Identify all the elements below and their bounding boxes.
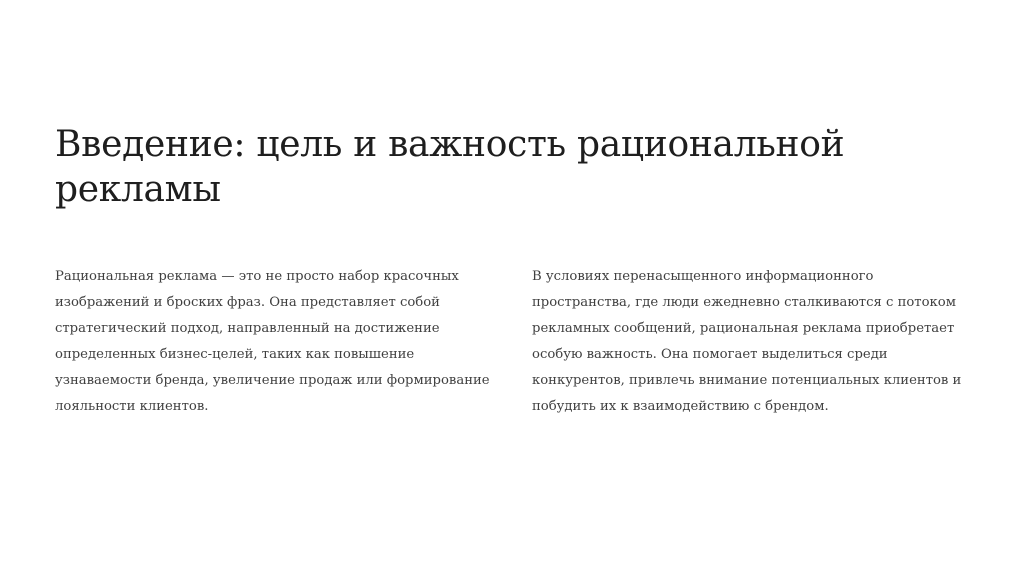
slide-title: Введение: цель и важность рациональной рекламы: [55, 124, 845, 210]
left-paragraph: Рациональная реклама — это не просто набор красочных изображений и броских фраз. Она представляет собой стратегический подход, направленный на достижение определенных бизнес-целей, таких как повышение узнаваемости бренда, увеличение продаж или формирование лояльности клиентов.: [55, 269, 490, 414]
right-paragraph: В условиях перенасыщенного информационного пространства, где люди ежедневно сталкиваются с потоком рекламных сообщений, рациональная реклама приобретает особую важность. Она помогает выделиться среди конкурентов, привлечь внимание потенциальных клиентов и побудить их к взаимодействию с брендом.: [532, 269, 962, 414]
